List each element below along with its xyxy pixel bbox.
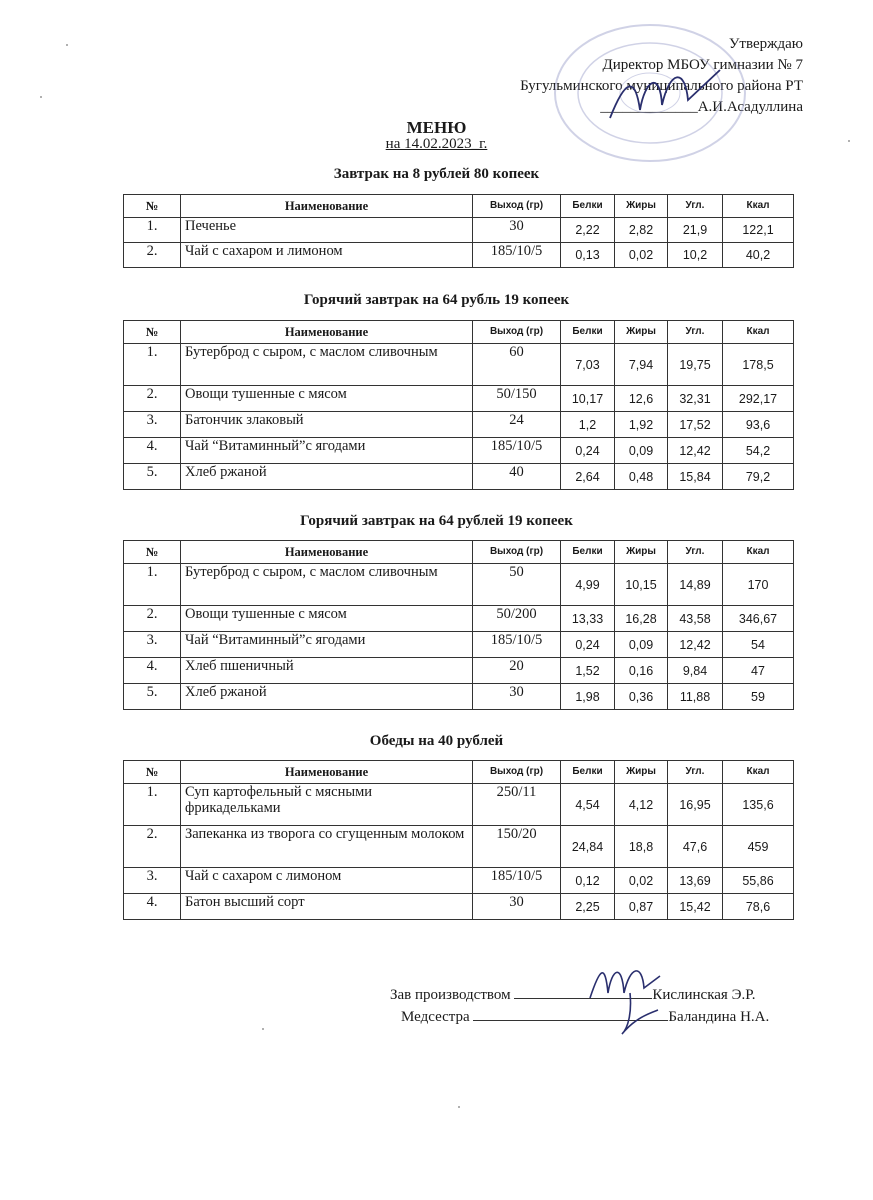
menu-table-hot-breakfast-1: [123, 320, 794, 490]
row-num: 3.: [124, 632, 181, 658]
page-title: МЕНЮ: [406, 118, 467, 137]
row-fat: 0,02: [615, 868, 668, 894]
section-title-hot-breakfast-1: Горячий завтрак на 64 рубль 19 копеек: [303, 292, 570, 308]
col-kcal: Ккал: [723, 761, 794, 784]
row-num: 1.: [124, 218, 181, 243]
row-protein: 0,24: [561, 632, 615, 658]
row-kcal: 178,5: [723, 344, 794, 386]
row-output: 30: [473, 894, 561, 920]
row-name: Бутерброд с сыром, с маслом сливочным: [181, 564, 473, 606]
section-title-hot-breakfast-2: Горячий завтрак на 64 рублей 19 копеек: [300, 513, 573, 529]
row-protein: 2,25: [561, 894, 615, 920]
row-output: 185/10/5: [473, 632, 561, 658]
row-kcal: 170: [723, 564, 794, 606]
table-row: [124, 868, 794, 894]
row-carbs: 43,58: [668, 606, 723, 632]
row-output: 24: [473, 412, 561, 438]
table-row: [124, 412, 794, 438]
col-output: Выход (гр): [473, 761, 561, 784]
table-row: [124, 464, 794, 490]
row-kcal: 122,1: [723, 218, 794, 243]
row-output: 40: [473, 464, 561, 490]
col-fat: Жиры: [615, 541, 668, 564]
row-name: Хлеб пшеничный: [181, 658, 473, 684]
row-kcal: 59: [723, 684, 794, 710]
row-fat: 0,87: [615, 894, 668, 920]
row-fat: 0,09: [615, 632, 668, 658]
row-carbs: 47,6: [668, 826, 723, 868]
row-output: 30: [473, 684, 561, 710]
row-protein: 4,54: [561, 784, 615, 826]
row-output: 185/10/5: [473, 438, 561, 464]
row-num: 1.: [124, 564, 181, 606]
row-fat: 2,82: [615, 218, 668, 243]
row-name: Овощи тушенные с мясом: [181, 606, 473, 632]
row-carbs: 16,95: [668, 784, 723, 826]
table-row: [124, 658, 794, 684]
table-row: [124, 438, 794, 464]
scan-speck: [66, 44, 68, 46]
production-signature: [580, 958, 670, 1038]
production-label: Зав производством: [390, 987, 511, 1003]
col-fat: Жиры: [615, 195, 668, 218]
row-name: Чай “Витаминный”с ягодами: [181, 438, 473, 464]
row-fat: 0,02: [615, 243, 668, 268]
row-carbs: 11,88: [668, 684, 723, 710]
row-num: 5.: [124, 464, 181, 490]
row-kcal: 54: [723, 632, 794, 658]
row-num: 5.: [124, 684, 181, 710]
row-carbs: 17,52: [668, 412, 723, 438]
row-carbs: 13,69: [668, 868, 723, 894]
table-row: [124, 684, 794, 710]
row-kcal: 78,6: [723, 894, 794, 920]
row-carbs: 21,9: [668, 218, 723, 243]
row-fat: 10,15: [615, 564, 668, 606]
scan-speck: [848, 140, 850, 142]
menu-table-lunch: [123, 760, 794, 920]
row-num: 2.: [124, 386, 181, 412]
row-output: 150/20: [473, 826, 561, 868]
row-name: Печенье: [181, 218, 473, 243]
row-output: 50: [473, 564, 561, 606]
row-carbs: 19,75: [668, 344, 723, 386]
row-num: 3.: [124, 412, 181, 438]
row-fat: 4,12: [615, 784, 668, 826]
table-row: [124, 243, 794, 268]
col-output: Выход (гр): [473, 541, 561, 564]
row-fat: 16,28: [615, 606, 668, 632]
row-num: 2.: [124, 606, 181, 632]
row-protein: 13,33: [561, 606, 615, 632]
row-carbs: 14,89: [668, 564, 723, 606]
menu-table-hot-breakfast-2: [123, 540, 794, 710]
table-header-row: [124, 541, 794, 564]
row-kcal: 47: [723, 658, 794, 684]
row-carbs: 12,42: [668, 438, 723, 464]
table-row: [124, 606, 794, 632]
section-title-lunch: Обеды на 40 рублей: [369, 733, 504, 749]
col-fat: Жиры: [615, 321, 668, 344]
row-name: Суп картофельный с мясными фрикадельками: [181, 784, 473, 826]
row-num: 2.: [124, 826, 181, 868]
row-kcal: 459: [723, 826, 794, 868]
row-output: 250/11: [473, 784, 561, 826]
table-row: [124, 826, 794, 868]
col-name: Наименование: [181, 541, 473, 564]
row-carbs: 15,42: [668, 894, 723, 920]
row-output: 50/200: [473, 606, 561, 632]
row-protein: 7,03: [561, 344, 615, 386]
row-num: 4.: [124, 438, 181, 464]
row-output: 60: [473, 344, 561, 386]
col-carbs: Угл.: [668, 195, 723, 218]
row-protein: 0,12: [561, 868, 615, 894]
row-fat: 12,6: [615, 386, 668, 412]
nurse-name: Баландина Н.А.: [668, 1009, 770, 1025]
row-protein: 0,13: [561, 243, 615, 268]
table-header-row: [124, 195, 794, 218]
col-num: №: [124, 195, 181, 218]
approval-title: Утверждаю: [728, 36, 803, 52]
col-protein: Белки: [561, 195, 615, 218]
table-row: [124, 344, 794, 386]
row-protein: 1,98: [561, 684, 615, 710]
row-fat: 0,09: [615, 438, 668, 464]
table-header-row: [124, 321, 794, 344]
row-kcal: 40,2: [723, 243, 794, 268]
row-name: Чай с сахаром с лимоном: [181, 868, 473, 894]
row-name: Батончик злаковый: [181, 412, 473, 438]
menu-table-breakfast: [123, 194, 794, 268]
row-carbs: 12,42: [668, 632, 723, 658]
col-protein: Белки: [561, 541, 615, 564]
col-num: №: [124, 761, 181, 784]
production-name: Кислинская Э.Р.: [652, 987, 756, 1003]
row-name: Овощи тушенные с мясом: [181, 386, 473, 412]
row-kcal: 79,2: [723, 464, 794, 490]
nurse-label: Медсестра: [401, 1009, 470, 1025]
approval-district: Бугульминского муниципального района РТ: [520, 78, 803, 94]
col-protein: Белки: [561, 761, 615, 784]
row-name: Хлеб ржаной: [181, 684, 473, 710]
table-row: [124, 632, 794, 658]
col-name: Наименование: [181, 195, 473, 218]
col-name: Наименование: [181, 761, 473, 784]
row-kcal: 292,17: [723, 386, 794, 412]
row-output: 185/10/5: [473, 243, 561, 268]
col-carbs: Угл.: [668, 541, 723, 564]
row-fat: 0,48: [615, 464, 668, 490]
row-kcal: 93,6: [723, 412, 794, 438]
row-protein: 2,22: [561, 218, 615, 243]
row-fat: 7,94: [615, 344, 668, 386]
row-kcal: 54,2: [723, 438, 794, 464]
col-kcal: Ккал: [723, 195, 794, 218]
row-output: 30: [473, 218, 561, 243]
row-protein: 4,99: [561, 564, 615, 606]
col-num: №: [124, 321, 181, 344]
row-carbs: 32,31: [668, 386, 723, 412]
row-output: 20: [473, 658, 561, 684]
table-header-row: [124, 761, 794, 784]
row-protein: 1,2: [561, 412, 615, 438]
row-name: Батон высший сорт: [181, 894, 473, 920]
row-carbs: 10,2: [668, 243, 723, 268]
approval-director: Директор МБОУ гимназии № 7: [602, 57, 803, 73]
row-name: Чай “Витаминный”с ягодами: [181, 632, 473, 658]
row-num: 2.: [124, 243, 181, 268]
col-carbs: Угл.: [668, 321, 723, 344]
row-protein: 10,17: [561, 386, 615, 412]
row-protein: 2,64: [561, 464, 615, 490]
table-row: [124, 894, 794, 920]
row-num: 1.: [124, 784, 181, 826]
row-fat: 0,36: [615, 684, 668, 710]
col-kcal: Ккал: [723, 541, 794, 564]
row-num: 1.: [124, 344, 181, 386]
row-kcal: 135,6: [723, 784, 794, 826]
row-output: 185/10/5: [473, 868, 561, 894]
row-name: Чай с сахаром и лимоном: [181, 243, 473, 268]
approval-signature-line: _____________А.И.Асадуллина: [600, 99, 803, 115]
table-row: [124, 564, 794, 606]
col-protein: Белки: [561, 321, 615, 344]
row-carbs: 9,84: [668, 658, 723, 684]
col-name: Наименование: [181, 321, 473, 344]
table-row: [124, 784, 794, 826]
row-protein: 24,84: [561, 826, 615, 868]
scan-speck: [40, 96, 42, 98]
row-num: 3.: [124, 868, 181, 894]
row-name: Хлеб ржаной: [181, 464, 473, 490]
col-fat: Жиры: [615, 761, 668, 784]
row-protein: 1,52: [561, 658, 615, 684]
row-name: Бутерброд с сыром, с маслом сливочным: [181, 344, 473, 386]
section-title-breakfast: Завтрак на 8 рублей 80 копеек: [333, 166, 540, 182]
menu-date: на 14.02.2023_г.: [385, 136, 488, 152]
row-fat: 18,8: [615, 826, 668, 868]
col-kcal: Ккал: [723, 321, 794, 344]
row-name: Запеканка из творога со сгущенным молоком: [181, 826, 473, 868]
row-output: 50/150: [473, 386, 561, 412]
table-row: [124, 386, 794, 412]
row-num: 4.: [124, 658, 181, 684]
scan-speck: [262, 1028, 264, 1030]
col-num: №: [124, 541, 181, 564]
row-kcal: 55,86: [723, 868, 794, 894]
col-output: Выход (гр): [473, 321, 561, 344]
row-kcal: 346,67: [723, 606, 794, 632]
row-num: 4.: [124, 894, 181, 920]
col-output: Выход (гр): [473, 195, 561, 218]
col-carbs: Угл.: [668, 761, 723, 784]
row-carbs: 15,84: [668, 464, 723, 490]
row-fat: 1,92: [615, 412, 668, 438]
scan-speck: [458, 1106, 460, 1108]
row-fat: 0,16: [615, 658, 668, 684]
row-protein: 0,24: [561, 438, 615, 464]
table-row: [124, 218, 794, 243]
